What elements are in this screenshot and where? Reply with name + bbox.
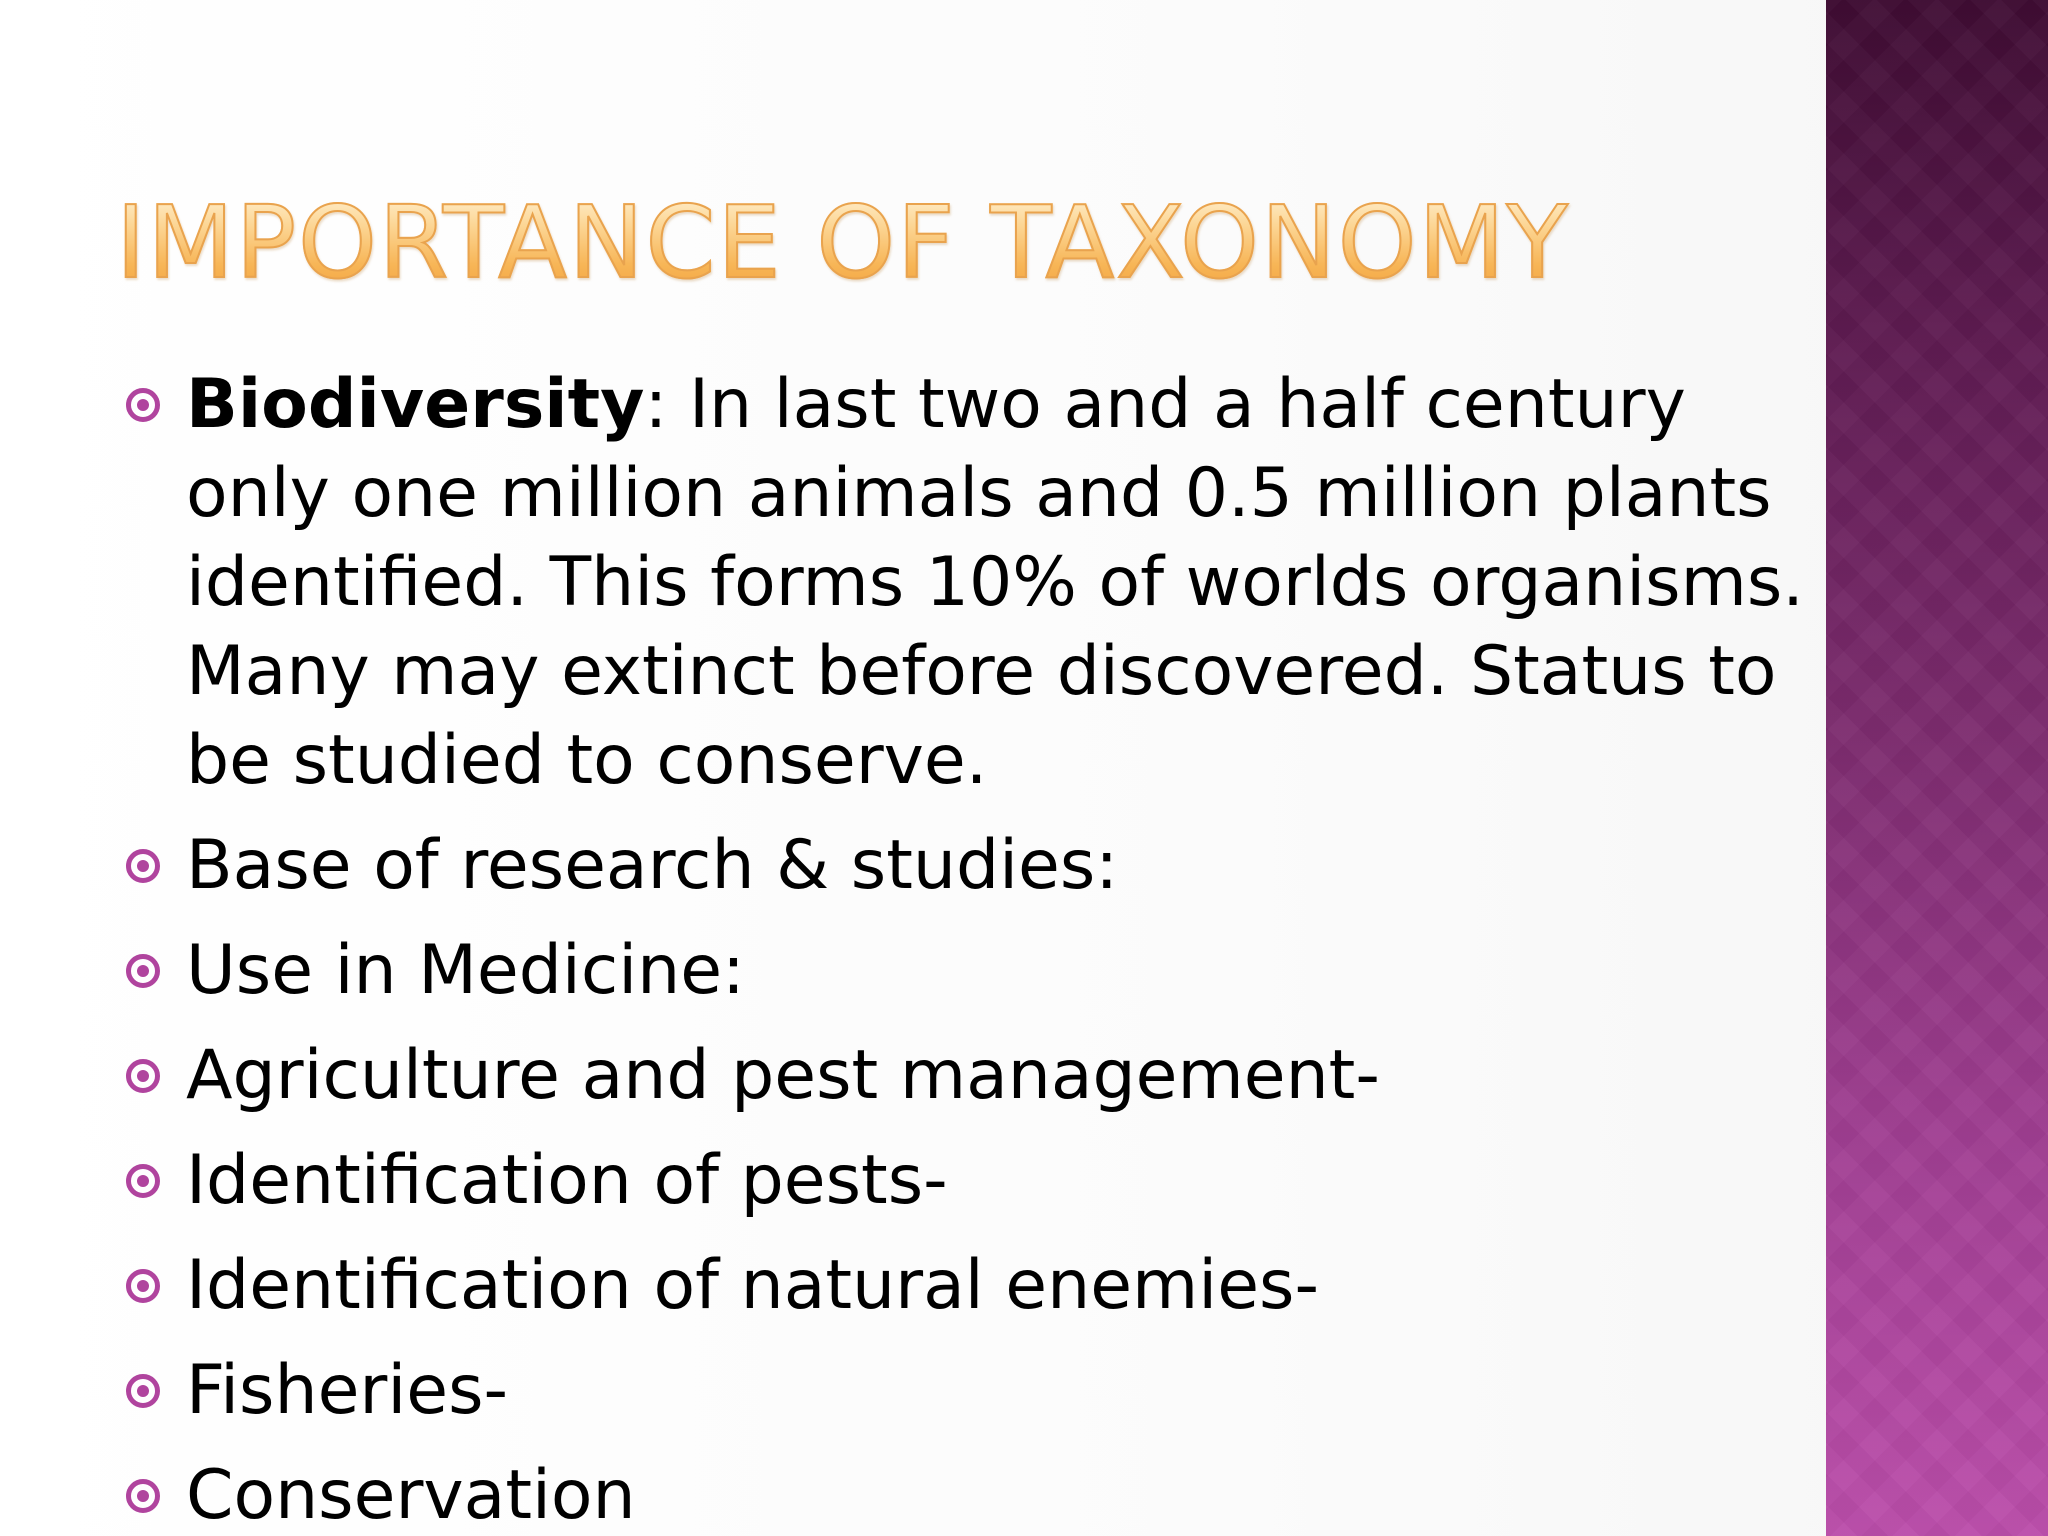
bullet-item-conservation <box>126 1451 1846 1536</box>
bullet-item-fisheries <box>126 1346 1846 1435</box>
target-bullet-icon <box>126 1269 160 1303</box>
bullet-text: Fisheries- <box>186 1351 509 1430</box>
bullet-list <box>126 360 1846 1536</box>
target-bullet-icon <box>126 849 160 883</box>
slide-title: IMPORTANCE OF TAXONOMY <box>116 184 1570 301</box>
bullet-term: Biodiversity <box>186 365 645 444</box>
bullet-item-research <box>126 821 1846 910</box>
target-bullet-icon <box>126 388 160 422</box>
bullet-text: : In last two and a half century only one million animals and 0.5 million plants identified. This forms 10% of worlds organisms. Many may extinct before discovered. Status to be studied to conserve. <box>186 365 1804 800</box>
bullet-text: Agriculture and pest management- <box>186 1036 1380 1115</box>
bullet-text: Conservation <box>186 1456 636 1535</box>
target-bullet-icon <box>126 1374 160 1408</box>
target-bullet-icon <box>126 1479 160 1513</box>
bullet-item-pests <box>126 1136 1846 1225</box>
bullet-item-natural-enemies <box>126 1241 1846 1330</box>
bullet-text: Identification of natural enemies- <box>186 1246 1319 1325</box>
target-bullet-icon <box>126 1059 160 1093</box>
bullet-item-agriculture <box>126 1031 1846 1120</box>
decorative-sidebar <box>1826 0 2048 1536</box>
bullet-text: Use in Medicine: <box>186 931 745 1010</box>
bullet-text: Base of research & studies: <box>186 826 1119 905</box>
bullet-item-medicine <box>126 926 1846 1015</box>
target-bullet-icon <box>126 1164 160 1198</box>
bullet-text: Identification of pests- <box>186 1141 948 1220</box>
target-bullet-icon <box>126 954 160 988</box>
bullet-item-biodiversity <box>126 360 1846 805</box>
